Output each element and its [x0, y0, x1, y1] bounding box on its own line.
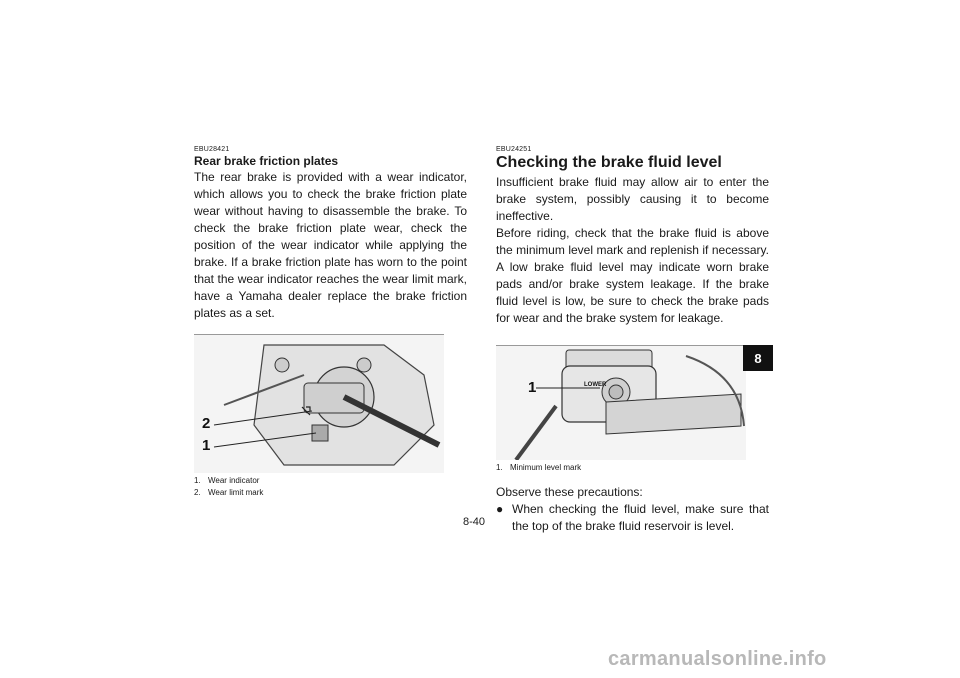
section-paragraph: Before riding, check that the brake fluid is above the minimum level mark and replenish if necessary. A low brake fluid level may indicate worn brake pads and/or brake system leakage. If the brake fluid level is low, be sure to check the brake pads for wear and the brake system for leakage. [496, 226, 769, 325]
reservoir-illustration [496, 346, 746, 460]
section-heading: Checking the brake fluid level [496, 154, 722, 171]
page-number: 8-40 [463, 516, 486, 528]
brake-fluid-reservoir-figure [496, 345, 746, 460]
brake-wear-indicator-figure [194, 334, 444, 473]
chapter-tab: 8 [743, 345, 773, 371]
brake-assembly-illustration [194, 335, 444, 473]
right-column [496, 146, 769, 535]
bullet-item [496, 501, 769, 535]
figure-label-2: 2 [202, 415, 211, 432]
left-column [194, 146, 467, 499]
caption-text: Minimum level mark [510, 463, 582, 472]
caption-row [194, 475, 467, 487]
figure-label-1: 1 [528, 379, 537, 396]
figure-captions [194, 475, 467, 499]
section-heading: Rear brake friction plates [194, 154, 339, 168]
section-code: EBU28421 [194, 146, 230, 153]
caption-number: 1. [194, 476, 201, 485]
caption-text: Wear limit mark [208, 488, 264, 497]
section-code: EBU24251 [496, 146, 532, 153]
lower-mark-label: LOWER [584, 382, 607, 388]
figure-label-1: 1 [202, 437, 211, 454]
caption-number: 1. [496, 463, 503, 472]
bullet-icon: ● [496, 502, 504, 516]
watermark: carmanualsonline.info [608, 648, 827, 670]
section-paragraph: Insufficient brake fluid may allow air to enter the brake system, possibly causing it to become ineffective. [496, 175, 769, 223]
caption-text: Wear indicator [208, 476, 260, 485]
caption-row [194, 487, 467, 499]
precautions-intro: Observe these precautions: [496, 485, 643, 499]
caption-row [496, 462, 769, 474]
bullet-text: When checking the fluid level, make sure that the top of the brake fluid reservoir is level. [512, 502, 769, 533]
caption-number: 2. [194, 488, 201, 497]
section-paragraph: The rear brake is provided with a wear indicator, which allows you to check the brake friction plate wear without having to disassemble the brake. To check the brake friction plate wear, check the position of the wear indicator while applying the brake. If a brake friction plate has worn to the point that the wear indicator reaches the wear limit mark, have a Yamaha dealer replace the brake friction plates as a set. [194, 170, 467, 320]
